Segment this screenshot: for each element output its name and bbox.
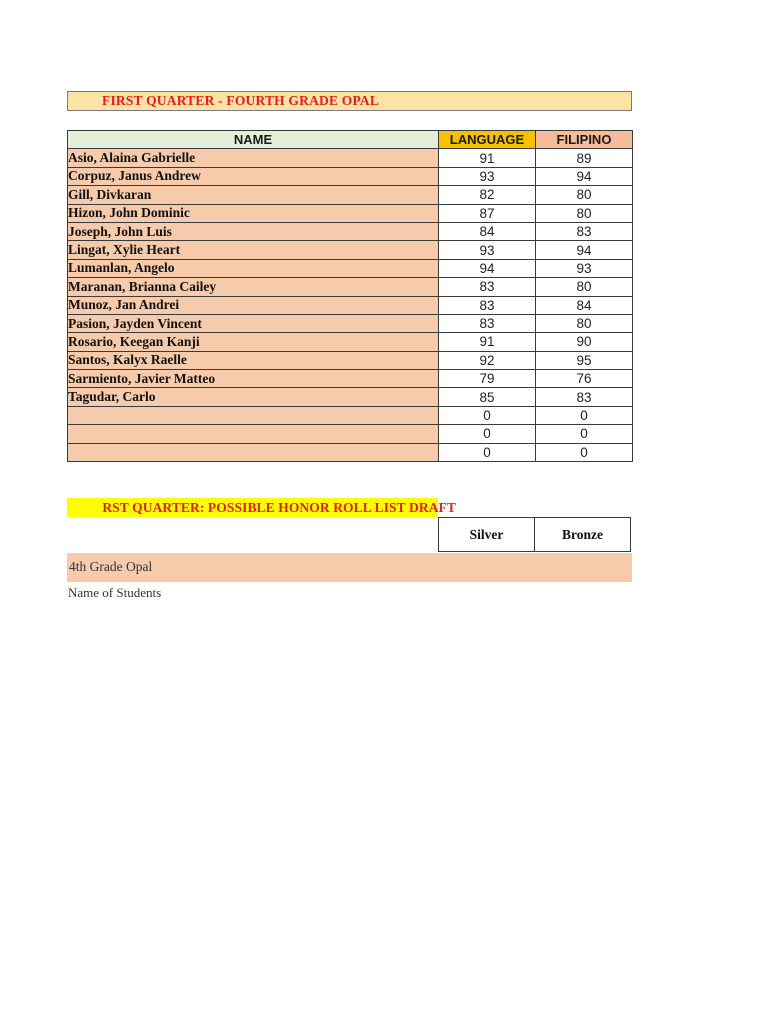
language-score-cell[interactable]: 87 bbox=[439, 204, 536, 222]
filipino-score-cell[interactable]: 94 bbox=[536, 241, 633, 259]
table-row bbox=[68, 351, 633, 369]
student-name-cell[interactable] bbox=[68, 443, 439, 461]
honor-roll-title-bar[interactable] bbox=[67, 498, 456, 517]
filipino-score-cell[interactable]: 0 bbox=[536, 406, 633, 424]
student-name-cell[interactable]: Lingat, Xylie Heart bbox=[68, 241, 439, 259]
table-row bbox=[68, 204, 633, 222]
filipino-score-cell[interactable]: 76 bbox=[536, 370, 633, 388]
student-name-cell[interactable]: Asio, Alaina Gabrielle bbox=[68, 149, 439, 167]
filipino-score-cell[interactable]: 90 bbox=[536, 333, 633, 351]
language-score-cell[interactable]: 0 bbox=[439, 443, 536, 461]
table-row bbox=[68, 222, 633, 240]
sheet-title-bar bbox=[67, 91, 632, 111]
student-name-cell[interactable]: Lumanlan, Angelo bbox=[68, 259, 439, 277]
student-name-cell[interactable]: Sarmiento, Javier Matteo bbox=[68, 370, 439, 388]
filipino-score-cell[interactable]: 95 bbox=[536, 351, 633, 369]
language-score-cell[interactable]: 93 bbox=[439, 241, 536, 259]
header-name[interactable]: NAME bbox=[68, 131, 439, 149]
table-row bbox=[68, 296, 633, 314]
language-score-cell[interactable]: 94 bbox=[439, 259, 536, 277]
table-row bbox=[68, 333, 633, 351]
header-language[interactable]: LANGUAGE bbox=[439, 131, 536, 149]
language-score-cell[interactable]: 85 bbox=[439, 388, 536, 406]
language-score-cell[interactable]: 91 bbox=[439, 333, 536, 351]
honor-roll-title: RST QUARTER: POSSIBLE HONOR ROLL LIST DRAFT bbox=[102, 500, 456, 515]
student-name-cell[interactable]: Gill, Divkaran bbox=[68, 186, 439, 204]
language-score-cell[interactable]: 93 bbox=[439, 167, 536, 185]
student-name-cell[interactable] bbox=[68, 406, 439, 424]
language-score-cell[interactable]: 84 bbox=[439, 222, 536, 240]
student-name-cell[interactable]: Joseph, John Luis bbox=[68, 222, 439, 240]
students-label: Name of Students bbox=[68, 585, 162, 600]
student-name-cell[interactable]: Pasion, Jayden Vincent bbox=[68, 314, 439, 332]
language-score-cell[interactable]: 83 bbox=[439, 278, 536, 296]
student-name-cell[interactable]: Hizon, John Dominic bbox=[68, 204, 439, 222]
filipino-score-cell[interactable]: 80 bbox=[536, 314, 633, 332]
table-row bbox=[68, 370, 633, 388]
student-name-cell[interactable]: Maranan, Brianna Cailey bbox=[68, 278, 439, 296]
student-name-cell[interactable]: Munoz, Jan Andrei bbox=[68, 296, 439, 314]
table-row bbox=[68, 278, 633, 296]
table-row bbox=[68, 443, 633, 461]
grade-section-label: 4th Grade Opal bbox=[69, 559, 153, 574]
table-row bbox=[68, 388, 633, 406]
table-row bbox=[68, 314, 633, 332]
filipino-score-cell[interactable]: 83 bbox=[536, 388, 633, 406]
language-score-cell[interactable]: 91 bbox=[439, 149, 536, 167]
filipino-score-cell[interactable]: 89 bbox=[536, 149, 633, 167]
table-row bbox=[68, 186, 633, 204]
bronze-column-header[interactable]: Bronze bbox=[534, 517, 631, 552]
silver-column-header[interactable]: Silver bbox=[438, 517, 535, 552]
table-row bbox=[68, 241, 633, 259]
filipino-score-cell[interactable]: 93 bbox=[536, 259, 633, 277]
filipino-score-cell[interactable]: 83 bbox=[536, 222, 633, 240]
sheet-title: FIRST QUARTER - FOURTH GRADE OPAL bbox=[102, 93, 380, 108]
table-row bbox=[68, 259, 633, 277]
student-name-cell[interactable]: Corpuz, Janus Andrew bbox=[68, 167, 439, 185]
filipino-score-cell[interactable]: 94 bbox=[536, 167, 633, 185]
language-score-cell[interactable]: 0 bbox=[439, 425, 536, 443]
language-score-cell[interactable]: 79 bbox=[439, 370, 536, 388]
language-score-cell[interactable]: 83 bbox=[439, 296, 536, 314]
language-score-cell[interactable]: 82 bbox=[439, 186, 536, 204]
student-name-cell[interactable] bbox=[68, 425, 439, 443]
header-row bbox=[68, 131, 633, 149]
filipino-score-cell[interactable]: 0 bbox=[536, 425, 633, 443]
student-name-cell[interactable]: Santos, Kalyx Raelle bbox=[68, 351, 439, 369]
student-name-cell[interactable]: Tagudar, Carlo bbox=[68, 388, 439, 406]
filipino-score-cell[interactable]: 80 bbox=[536, 204, 633, 222]
grades-table bbox=[67, 130, 633, 462]
header-filipino[interactable]: FILIPINO bbox=[536, 131, 633, 149]
table-row bbox=[68, 149, 633, 167]
language-score-cell[interactable]: 92 bbox=[439, 351, 536, 369]
table-row bbox=[68, 167, 633, 185]
filipino-score-cell[interactable]: 84 bbox=[536, 296, 633, 314]
student-name-cell[interactable]: Rosario, Keegan Kanji bbox=[68, 333, 439, 351]
language-score-cell[interactable]: 83 bbox=[439, 314, 536, 332]
filipino-score-cell[interactable]: 80 bbox=[536, 278, 633, 296]
grade-section-row[interactable] bbox=[67, 553, 632, 582]
table-row bbox=[68, 425, 633, 443]
table-row bbox=[68, 406, 633, 424]
language-score-cell[interactable]: 0 bbox=[439, 406, 536, 424]
filipino-score-cell[interactable]: 80 bbox=[536, 186, 633, 204]
filipino-score-cell[interactable]: 0 bbox=[536, 443, 633, 461]
